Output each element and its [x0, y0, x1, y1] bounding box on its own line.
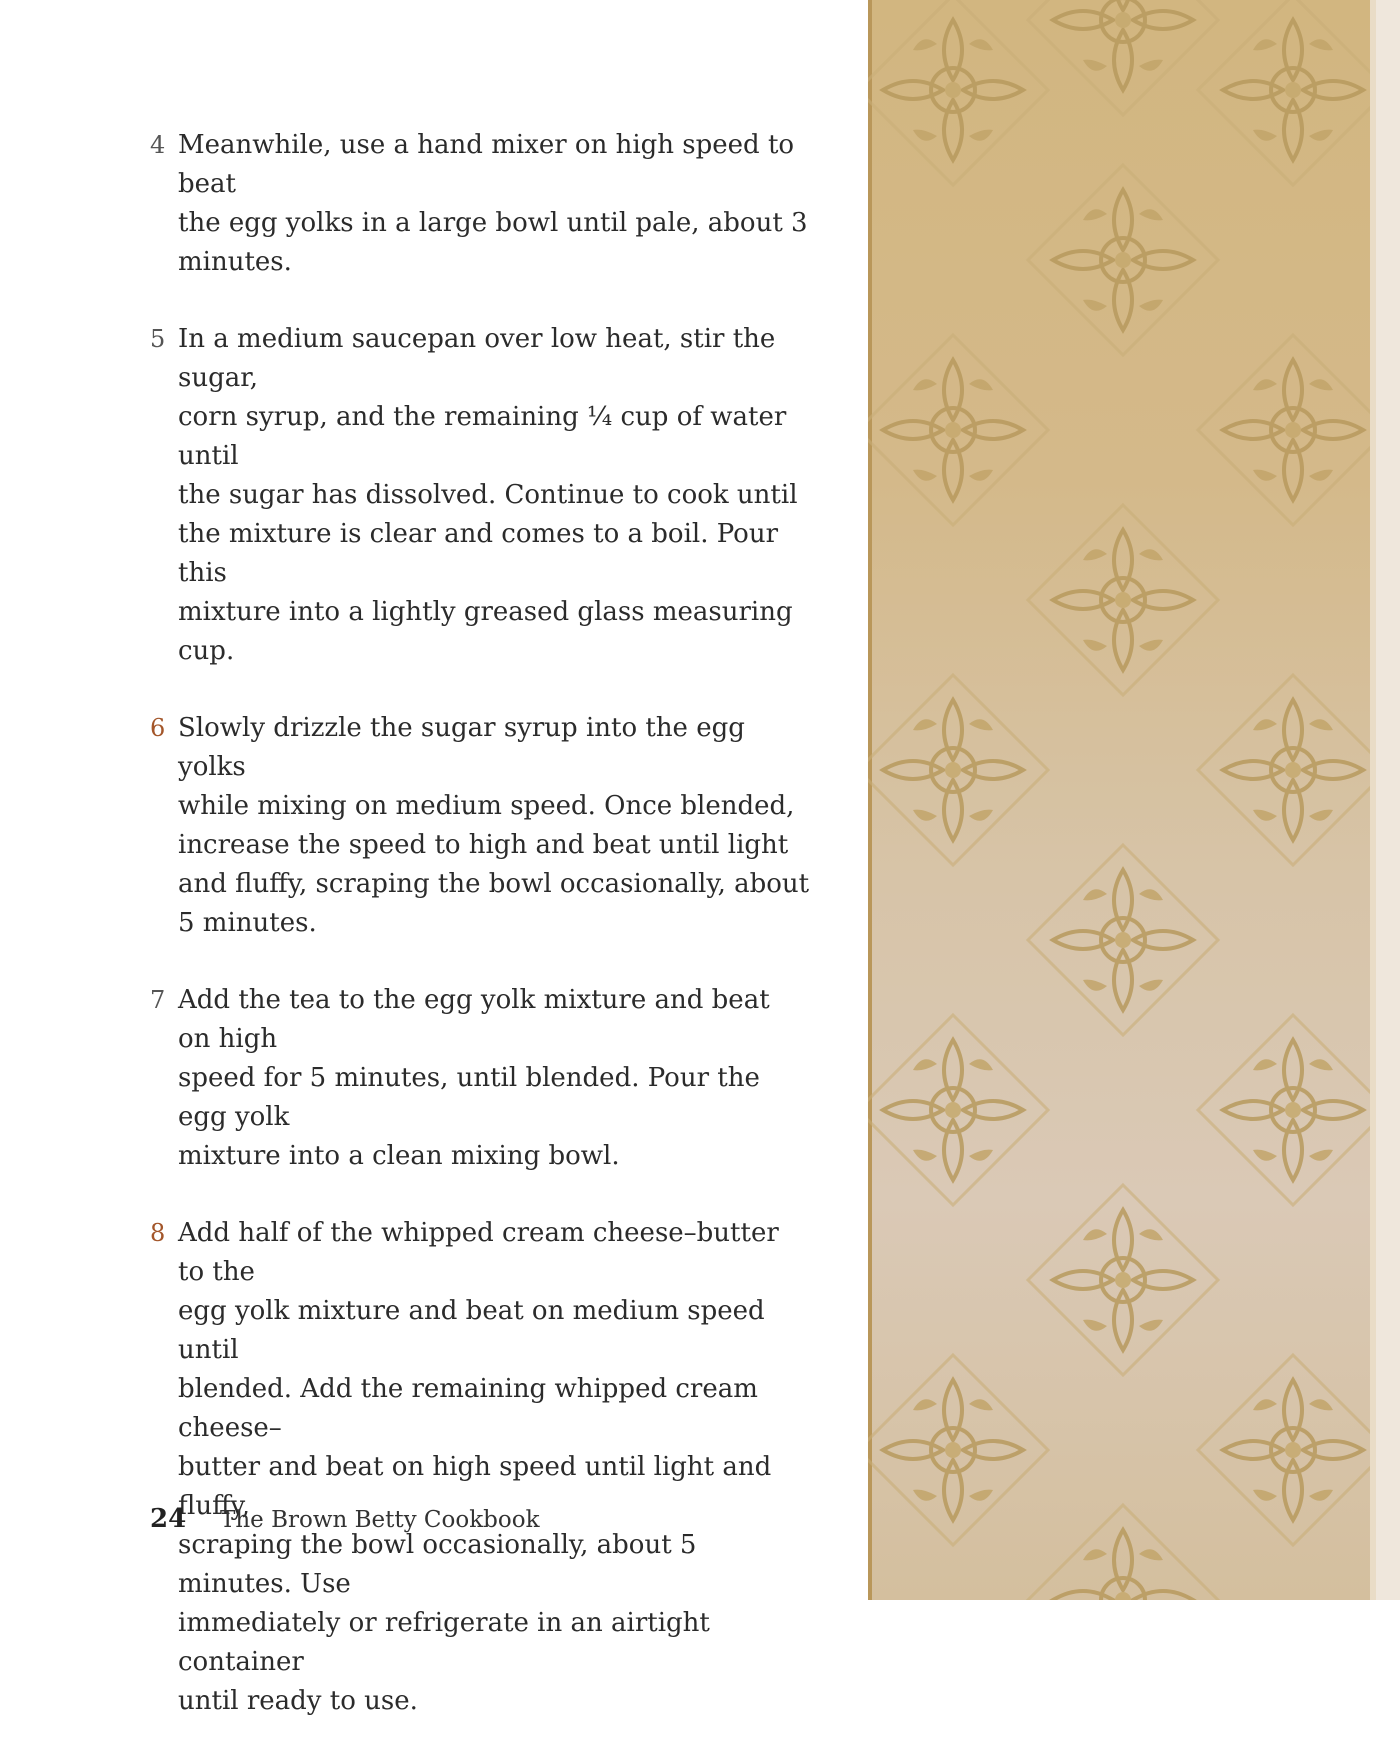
page-footer — [150, 1504, 540, 1534]
step-4 — [150, 126, 810, 282]
book-title: The Brown Betty Cookbook — [220, 1507, 540, 1533]
step-6 — [150, 709, 810, 943]
page-edge — [1376, 0, 1400, 1600]
step-text: Add half of the whipped cream cheese–butter to the egg yolk mixture and beat on medium speed until blended. Add the remaining whipped cream cheese– butter and beat on high speed until light and fluffy, scraping the bowl occasionally, about 5 minutes. Use immediately or refrigerate in an airtight container until ready to use. — [178, 1218, 779, 1716]
step-5 — [150, 320, 810, 671]
step-number: 7 — [150, 986, 166, 1014]
step-text: Meanwhile, use a hand mixer on high speed to beat the egg yolks in a large bowl until pale, about 3 minutes. — [178, 130, 808, 277]
decorative-panel — [868, 0, 1376, 1600]
step-8 — [150, 1214, 810, 1721]
step-text: Add the tea to the egg yolk mixture and beat on high speed for 5 minutes, until blended. Pour the egg yolk mixture into a clean mixing bowl. — [178, 985, 770, 1171]
page-number: 24 — [150, 1504, 187, 1534]
damask-pattern-icon — [868, 0, 1376, 1600]
step-7 — [150, 981, 810, 1176]
step-text: In a medium saucepan over low heat, stir the sugar, corn syrup, and the remaining ¼ cup of water until the sugar has dissolved. Continue to cook until the mixture is clear and comes to a boil. Pour this mixture into a lightly greased glass measuring cup. — [178, 324, 798, 666]
step-number: 8 — [150, 1219, 166, 1247]
step-text: Slowly drizzle the sugar syrup into the egg yolks while mixing on medium speed. Once blended, increase the speed to high and beat until light and fluffy, scraping the bowl occasionally, about 5 minutes. — [178, 713, 810, 938]
step-number: 4 — [150, 131, 166, 159]
step-number: 6 — [150, 714, 166, 742]
step-number: 5 — [150, 325, 166, 353]
